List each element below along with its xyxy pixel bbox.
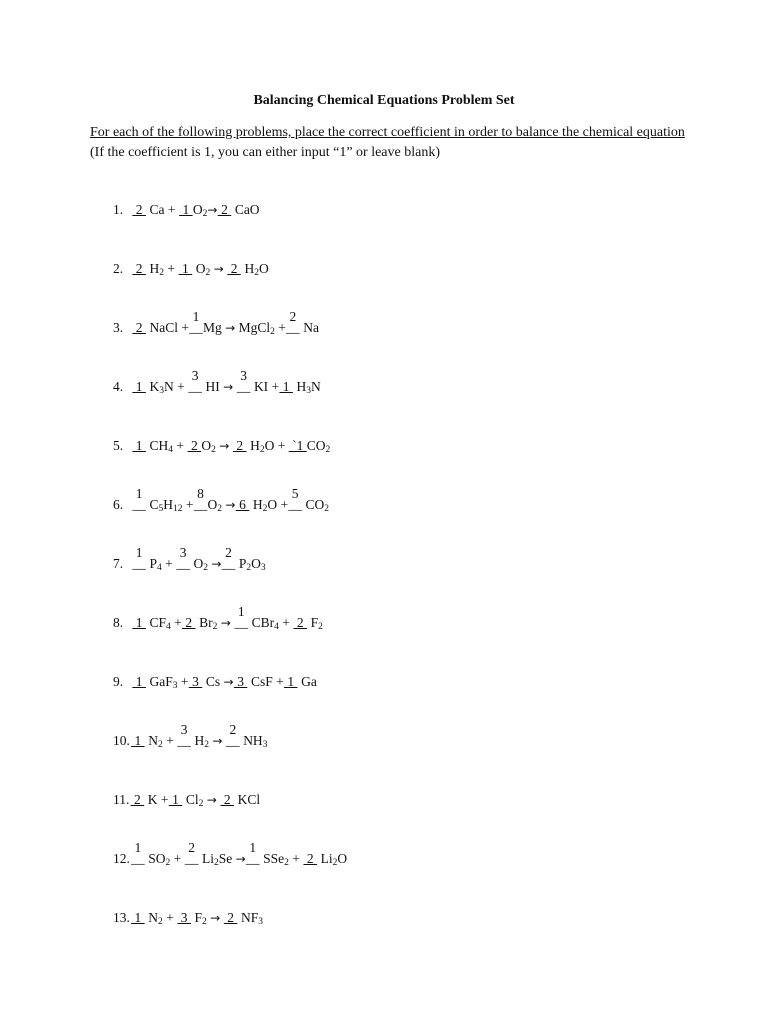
subscript: 3 [258,917,263,927]
coefficient-blank[interactable]: 1 [132,615,146,630]
coefficient-value: 8 [197,486,204,501]
subscript: 2 [262,504,268,514]
coefficient-blank[interactable]: 2 [132,202,146,217]
coefficient-blank[interactable]: 3 [233,674,248,689]
coefficient-blank[interactable]: 1 [179,202,193,217]
subscript: 2 [217,504,223,514]
equation-text: O [192,202,203,217]
coefficient-blank[interactable]: 2 [132,320,146,335]
equation-text: O + [264,438,289,453]
yields-arrow-icon: → [223,380,234,394]
coefficient-value: 3 [191,368,199,383]
subscript: 3 [306,386,312,396]
subscript: 4 [168,445,174,455]
coefficient-blank[interactable]: 2 [220,792,234,807]
coefficient-blank[interactable]: __ 2 [226,722,240,748]
subscript: 2 [204,740,209,750]
instructions [90,123,690,163]
coefficient-value: 2 [229,722,237,737]
subscript: 2 [324,504,329,514]
problem-row [113,309,319,337]
problem-row [113,368,321,396]
coefficient-value: 2 [289,309,297,324]
coefficient-blank[interactable]: 3 [188,674,203,689]
subscript: 2 [211,445,216,455]
problem-number: 8. [113,615,124,630]
equation-text: KI + [250,379,280,394]
problem-number: 5. [113,438,124,453]
coefficient-blank[interactable]: 6 [235,497,250,512]
problem-row [113,202,260,218]
equation-text: + [162,733,178,748]
problem-row [113,438,330,454]
problem-number: 1. [113,202,124,217]
yields-arrow-icon: → [223,675,234,689]
subscript: 2 [259,445,265,455]
coefficient-blank[interactable]: 1 [279,379,293,394]
problem-row [113,722,268,750]
coefficient-blank[interactable]: 2 [217,202,232,217]
subscript: 2 [270,327,275,337]
coefficient-value: 1 [192,309,200,324]
equation-text: GaF [146,674,173,689]
equation-text: N [311,379,321,394]
subscript: 2 [198,799,204,809]
yields-arrow-icon: → [212,734,223,748]
equation-text: + [170,851,185,866]
equation-text: CF [146,615,167,630]
coefficient-blank[interactable]: __ 1 [234,604,248,630]
yields-arrow-icon: → [210,911,221,925]
coefficient-blank[interactable]: __ 8 [193,486,208,512]
equation-text: N + [164,379,189,394]
coefficient-value: 2 [188,840,196,855]
coefficient-blank[interactable]: 2 [227,261,241,276]
equation-text: + [173,438,188,453]
subscript: 4 [274,622,279,632]
coefficient-blank[interactable]: 2 [232,438,247,453]
equation-text: O [258,261,269,276]
coefficient-blank[interactable]: 1 [132,379,146,394]
equation-text: N [144,733,158,748]
subscript: 2 [202,917,207,927]
equation-text: P [235,556,247,571]
instructions-underlined: For each of the following problems, place the correct coefficient in order to balance the chemical equation [90,125,685,140]
problem-number: 3. [113,320,124,335]
subscript: 2 [158,740,163,750]
equation-text: Ca + [146,202,179,217]
coefficient-blank[interactable]: `1 [288,438,307,453]
coefficient-value: 3 [240,368,247,383]
subscript: 3 [159,386,164,396]
coefficient-blank[interactable]: 1 [132,438,146,453]
problem-number: 10. [113,733,130,748]
subscript: 2 [203,563,209,573]
coefficient-value: 3 [179,545,187,560]
subscript: 3 [260,563,266,573]
problem-row [113,910,263,926]
equation-text: + [161,556,177,571]
equation-text: MgCl [235,320,271,335]
subscript: 2 [202,209,208,219]
equation-text: CsF + [247,674,284,689]
equation-text: + [278,615,294,630]
equation-text: Li [317,851,333,866]
equation-text: H [146,261,160,276]
coefficient-value: 1 [135,486,143,501]
problem-row [113,486,329,514]
yields-arrow-icon: → [235,852,246,866]
coefficient-blank[interactable]: 3 [177,910,191,925]
coefficient-value: 2 [225,545,232,560]
equation-text: NF [237,910,259,925]
equation-text: Ga [297,674,317,689]
coefficient-blank[interactable]: 1 [132,674,146,689]
subscript: 2 [214,858,219,868]
problem-number: 6. [113,497,124,512]
coefficient-blank[interactable]: __ 5 [288,486,302,512]
problem-row [113,792,260,808]
equation-text: N [144,910,158,925]
equation-text: CO [306,438,326,453]
yields-arrow-icon: → [207,203,218,217]
problem-row [113,604,323,632]
equation-text: + [274,320,286,335]
subscript: 12 [173,504,183,514]
equation-text: H [191,733,205,748]
equation-text: F [307,615,319,630]
coefficient-blank[interactable]: __ 1 [189,309,203,335]
equation-text: H [246,438,260,453]
subscript: 2 [158,917,163,927]
coefficient-blank[interactable]: 2 [293,615,307,630]
subscript: 4 [166,622,171,632]
equation-text: H [241,261,255,276]
subscript: 2 [254,268,259,278]
subscript: 3 [262,740,268,750]
equation-text: Se [218,851,236,866]
subscript: 2 [159,268,164,278]
equation-text: P [146,556,158,571]
yields-arrow-icon: → [220,616,231,630]
subscript: 2 [325,445,331,455]
problem-row [113,840,348,868]
coefficient-blank[interactable]: __ 1 [245,840,260,866]
equation-text: CO [302,497,325,512]
problem-number: 9. [113,674,124,689]
coefficient-blank[interactable]: 1 [283,674,298,689]
problem-number: 2. [113,261,124,276]
equation-text: O [337,851,348,866]
coefficient-value: 3 [180,722,188,737]
problem-row [113,261,269,277]
yields-arrow-icon: → [213,262,224,276]
equation-text: O [251,556,261,571]
subscript: 2 [212,622,218,632]
equation-text: O + [267,497,289,512]
equation-text: + [170,615,182,630]
equation-text: KCl [234,792,261,807]
subscript: 3 [172,681,178,691]
equation-text: C [146,497,159,512]
equation-text: O [207,497,218,512]
equation-text: O [190,556,204,571]
problem-number: 4. [113,379,124,394]
equation-text: NH [239,733,263,748]
coefficient-value: 5 [291,486,299,501]
yields-arrow-icon: → [211,557,222,571]
equation-text: F [191,910,203,925]
equation-text: HI [202,379,224,394]
coefficient-blank[interactable]: 1 [131,910,145,925]
coefficient-value: 1 [237,604,245,619]
equation-text: Mg [203,320,226,335]
coefficient-blank[interactable]: __ 3 [176,545,190,571]
page-title: Balancing Chemical Equations Problem Set [253,93,515,108]
equation-text: CaO [231,202,260,217]
instructions-note: (If the coefficient is 1, you can either input “1” or leave blank) [90,145,440,160]
coefficient-blank[interactable]: 2 [132,261,146,276]
problem-number: 12. [113,851,130,866]
equation-text: O [201,438,212,453]
yields-arrow-icon: → [219,439,230,453]
subscript: 4 [157,563,162,573]
yields-arrow-icon: → [225,321,236,335]
equation-text: + [177,674,189,689]
equation-text: SSe [259,851,285,866]
coefficient-value: 1 [135,545,143,560]
problem-number: 13. [113,910,130,925]
coefficient-blank[interactable]: 2 [187,438,202,453]
coefficient-blank[interactable]: 2 [303,851,317,866]
coefficient-blank[interactable]: __ 1 [132,545,146,571]
yields-arrow-icon: → [206,793,217,807]
problem-row [113,545,266,573]
equation-text: NaCl + [146,320,189,335]
equation-text: H [249,497,263,512]
coefficient-blank[interactable]: __ 2 [286,309,300,335]
equation-text: Cs [202,674,224,689]
subscript: 2 [165,858,171,868]
equation-text: Br [195,615,213,630]
yields-arrow-icon: → [225,498,236,512]
subscript: 2 [332,858,338,868]
subscript: 2 [246,563,252,573]
equation-text: Cl [182,792,199,807]
subscript: 2 [284,858,289,868]
coefficient-blank[interactable]: __ 3 [188,368,202,394]
coefficient-value: 1 [249,840,257,855]
subscript: 5 [158,504,164,514]
equation-text: K + [144,792,169,807]
equation-text: CH [146,438,169,453]
coefficient-blank[interactable]: 2 [223,910,238,925]
equation-text: H [293,379,307,394]
equation-text: SO [144,851,166,866]
coefficient-blank[interactable]: __ 2 [184,840,199,866]
problem-number: 11. [113,792,130,807]
coefficient-blank[interactable]: 1 [168,792,183,807]
equation-text: + [162,910,178,925]
subscript: 2 [318,622,323,632]
coefficient-blank[interactable]: __ 3 [236,368,251,394]
coefficient-blank[interactable]: __ 3 [177,722,191,748]
coefficient-blank[interactable]: 1 [131,733,145,748]
equation-text: + [288,851,304,866]
coefficient-blank[interactable]: __ 1 [131,840,145,866]
equation-text: K [146,379,160,394]
equation-text: O [192,261,206,276]
equation-text: Na [299,320,319,335]
equation-text: Li [198,851,215,866]
equation-text: CBr [248,615,275,630]
coefficient-blank[interactable]: __ 2 [221,545,236,571]
equation-text: H [163,497,174,512]
problem-row [113,674,317,690]
equation-text: + [182,497,194,512]
coefficient-blank[interactable]: 1 [178,261,193,276]
equation-text: + [164,261,179,276]
coefficient-blank[interactable]: __ 1 [132,486,146,512]
coefficient-blank[interactable]: 2 [130,792,145,807]
coefficient-value: 1 [134,840,142,855]
coefficient-blank[interactable]: 2 [182,615,196,630]
subscript: 2 [205,268,211,278]
problem-number: 7. [113,556,124,571]
